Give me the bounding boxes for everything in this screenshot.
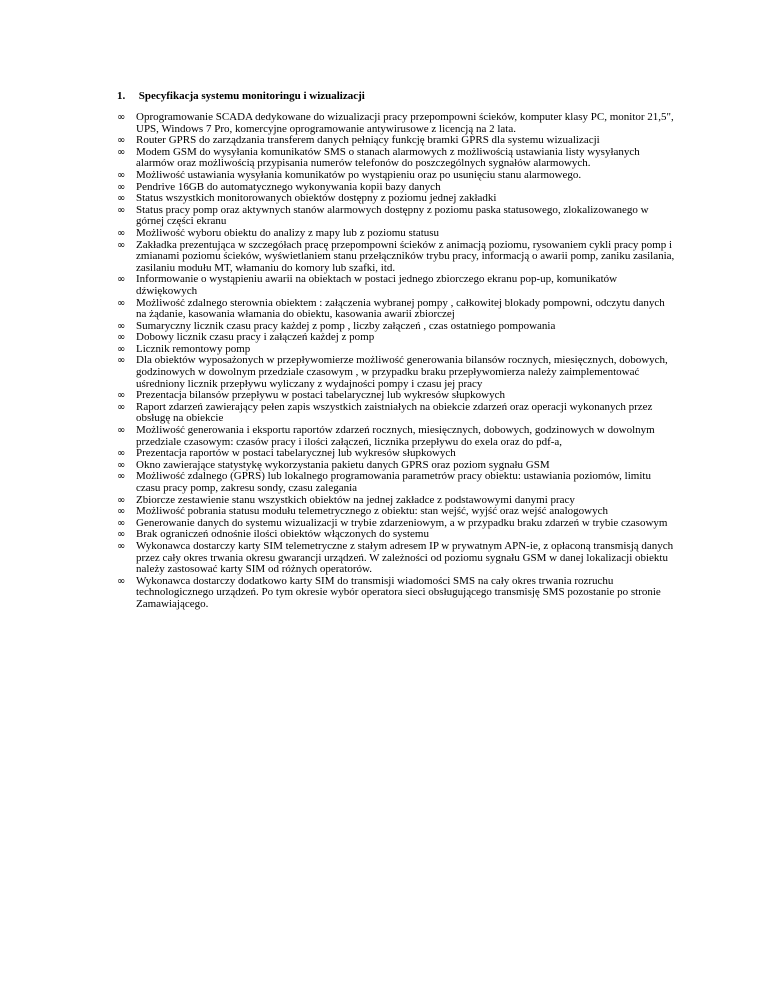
list-item <box>117 298 677 321</box>
list-item-text: Możliwość zdalnego (GPRS) lub lokalnego programowania parametrów pracy obiektu: ustawiania poziomów, limitu czasu pracy pomp, zakresu sondy, czasu zalegania <box>136 470 651 494</box>
list-item-text: Generowanie danych do systemu wizualizacji w trybie zdarzeniowym, a w przypadku braku zdarzeń w trybie czasowym <box>136 516 668 529</box>
bullet-icon: ∞ <box>117 227 126 239</box>
list-item-text: Możliwość ustawiania wysyłania komunikatów po wystąpieniu oraz po usunięciu stanu alarmowego. <box>136 168 582 181</box>
list-item-text: Status wszystkich monitorowanych obiektów dostępny z poziomu jednej zakładki <box>136 192 497 205</box>
bullet-icon: ∞ <box>117 355 126 367</box>
bullet-icon: ∞ <box>117 517 126 529</box>
bullet-icon: ∞ <box>117 146 126 158</box>
list-item-text: Raport zdarzeń zawierający pełen zapis wszystkich zaistniałych na obiekcie zdarzeń oraz operacji wykonanych przez obsługę na obiekcie <box>136 400 653 425</box>
list-item <box>117 576 677 611</box>
list-item-text: Prezentacja raportów w postaci tabelarycznej lub wykresów słupkowych <box>136 447 456 460</box>
bullet-icon: ∞ <box>117 401 126 413</box>
bullet-icon: ∞ <box>117 540 126 552</box>
bullet-icon: ∞ <box>117 494 126 506</box>
bullet-icon: ∞ <box>117 135 126 147</box>
section-heading <box>117 89 365 103</box>
section-number: 1. <box>117 90 126 102</box>
bullet-icon: ∞ <box>117 320 126 332</box>
bullet-icon: ∞ <box>117 239 126 251</box>
list-item <box>117 471 677 494</box>
list-item-text: Modem GSM do wysyłania komunikatów SMS o stanach alarmowych z możliwością ustawiania listy wysyłanych alarmów oraz możliwością przypisania numerów telefonów do poszczególnych sygnałów alarmowych. <box>136 145 640 170</box>
bullet-icon: ∞ <box>117 193 126 205</box>
list-item-text: Dobowy licznik czasu pracy i załączeń każdej z pomp <box>136 331 375 344</box>
list-item <box>117 112 677 135</box>
list-item <box>117 425 677 448</box>
list-item <box>117 355 677 390</box>
bullet-icon: ∞ <box>117 112 126 123</box>
list-item-text: Status pracy pomp oraz aktywnych stanów alarmowych dostępny z poziomu paska statusowego, zlokalizowanego w górnej części ekranu <box>136 203 649 228</box>
list-item <box>117 541 677 576</box>
list-item-text: Licznik remontowy pomp <box>136 342 251 355</box>
specification-list <box>117 112 677 611</box>
list-item <box>117 205 677 228</box>
list-item <box>117 402 677 425</box>
bullet-icon: ∞ <box>117 274 126 286</box>
section-title: Specyfikacja systemu monitoringu i wizualizacji <box>138 90 365 102</box>
bullet-icon: ∞ <box>117 459 126 471</box>
list-item-text: Wykonawca dostarczy dodatkowo karty SIM do transmisji wiadomości SMS na cały okres trwania rozruchu technologicznego urządzeń. Po tym okresie wybór operatora sieci obsługującego transmisję SMS pozostanie po stronie Zamawiającego. <box>136 574 661 610</box>
list-item-text: Informowanie o wystąpieniu awarii na obiektach w postaci jednego zbiorczego ekranu pop-up, komunikatów dźwiękowych <box>136 273 618 297</box>
bullet-icon: ∞ <box>117 332 126 344</box>
list-item-text: Wykonawca dostarczy karty SIM telemetryczne z stałym adresem IP w prywatnym APN-ie, z opłaconą transmisją danych przez cały okres trwania okresu gwarancji urządzeń. W zależności od poziomu sygnału GSM w danej lokalizacji obiektu należy zastosować karty SIM od różnych operatorów. <box>136 539 674 576</box>
bullet-icon: ∞ <box>117 181 126 193</box>
bullet-icon: ∞ <box>117 425 126 437</box>
list-item-text: Możliwość pobrania statusu modułu telemetrycznego z obiektu: stan wejść, wyjść oraz wejść analogowych <box>136 505 608 518</box>
bullet-icon: ∞ <box>117 506 126 518</box>
list-item-text: Możliwość zdalnego sterownia obiektem : załączenia wybranej pompy , całkowitej blokady pompowni, odczytu danych na żądanie, kasowania włamania do obiektu, kasowania awarii zbiorczej <box>136 296 665 321</box>
bullet-icon: ∞ <box>117 448 126 460</box>
bullet-icon: ∞ <box>117 471 126 483</box>
bullet-icon: ∞ <box>117 390 126 402</box>
list-item-text: Możliwość generowania i eksportu raportów zdarzeń rocznych, miesięcznych, dobowych, godzinowych w dowolnym przedziale czasowym: czasów pracy i ilości załączeń, licznika przepływu do exela oraz do pdf-a, <box>136 424 655 448</box>
bullet-icon: ∞ <box>117 169 126 181</box>
list-item-text: Możliwość wyboru obiektu do analizy z mapy lub z poziomu statusu <box>136 226 440 239</box>
list-item <box>117 240 677 275</box>
list-item-text: Zbiorcze zestawienie stanu wszystkich obiektów na jednej zakładce z podstawowymi danymi pracy <box>136 493 575 506</box>
list-item-text: Prezentacja bilansów przepływu w postaci tabelarycznej lub wykresów słupkowych <box>136 389 505 402</box>
list-item-text: Dla obiektów wyposażonych w przepływomierze możliwość generowania bilansów rocznych, miesięcznych, dobowych, godzinowych w dowolnym przedziale czasowym , w przypadku braku przepływomierza należy zaimplementować uśredniony licznik przepływu wyliczany z wydajności pompy i czasu jej pracy <box>136 354 668 390</box>
list-item-text: Zakładka prezentująca w szczegółach pracę przepompowni ścieków z animacją poziomu, rysowaniem cykli pracy pomp i zmianami poziomu ścieków, wyświetlaniem stanu przełączników trybu pracy, informacją o awarii pomp, zaniku zasilania, zasilaniu modułu MT, włamaniu do komory lub szafki, itd. <box>136 238 675 274</box>
bullet-icon: ∞ <box>117 204 126 216</box>
bullet-icon: ∞ <box>117 343 126 355</box>
list-item-text: Okno zawierające statystykę wykorzystania pakietu danych GPRS oraz poziom sygnału GSM <box>136 458 550 471</box>
list-item <box>117 147 677 170</box>
bullet-icon: ∞ <box>117 529 126 541</box>
bullet-icon: ∞ <box>117 297 126 309</box>
list-item-text: Oprogramowanie SCADA dedykowane do wizualizacji pracy przepompowni ścieków, komputer klasy PC, monitor 21,5", UPS, Windows 7 Pro, komercyjne oprogramowanie antywirusowe z licencją na 2 lata. <box>136 111 674 135</box>
list-item-text: Pendrive 16GB do automatycznego wykonywania kopii bazy danych <box>136 180 441 193</box>
bullet-icon: ∞ <box>117 575 126 587</box>
list-item-text: Sumaryczny licznik czasu pracy każdej z pomp , liczby załączeń , czas ostatniego pompowania <box>136 319 556 332</box>
list-item <box>117 274 677 297</box>
list-item-text: Brak ograniczeń odnośnie ilości obiektów włączonych do systemu <box>136 528 429 541</box>
list-item-text: Router GPRS do zarządzania transferem danych pełniący funkcję bramki GPRS dla systemu wizualizacji <box>136 134 600 147</box>
